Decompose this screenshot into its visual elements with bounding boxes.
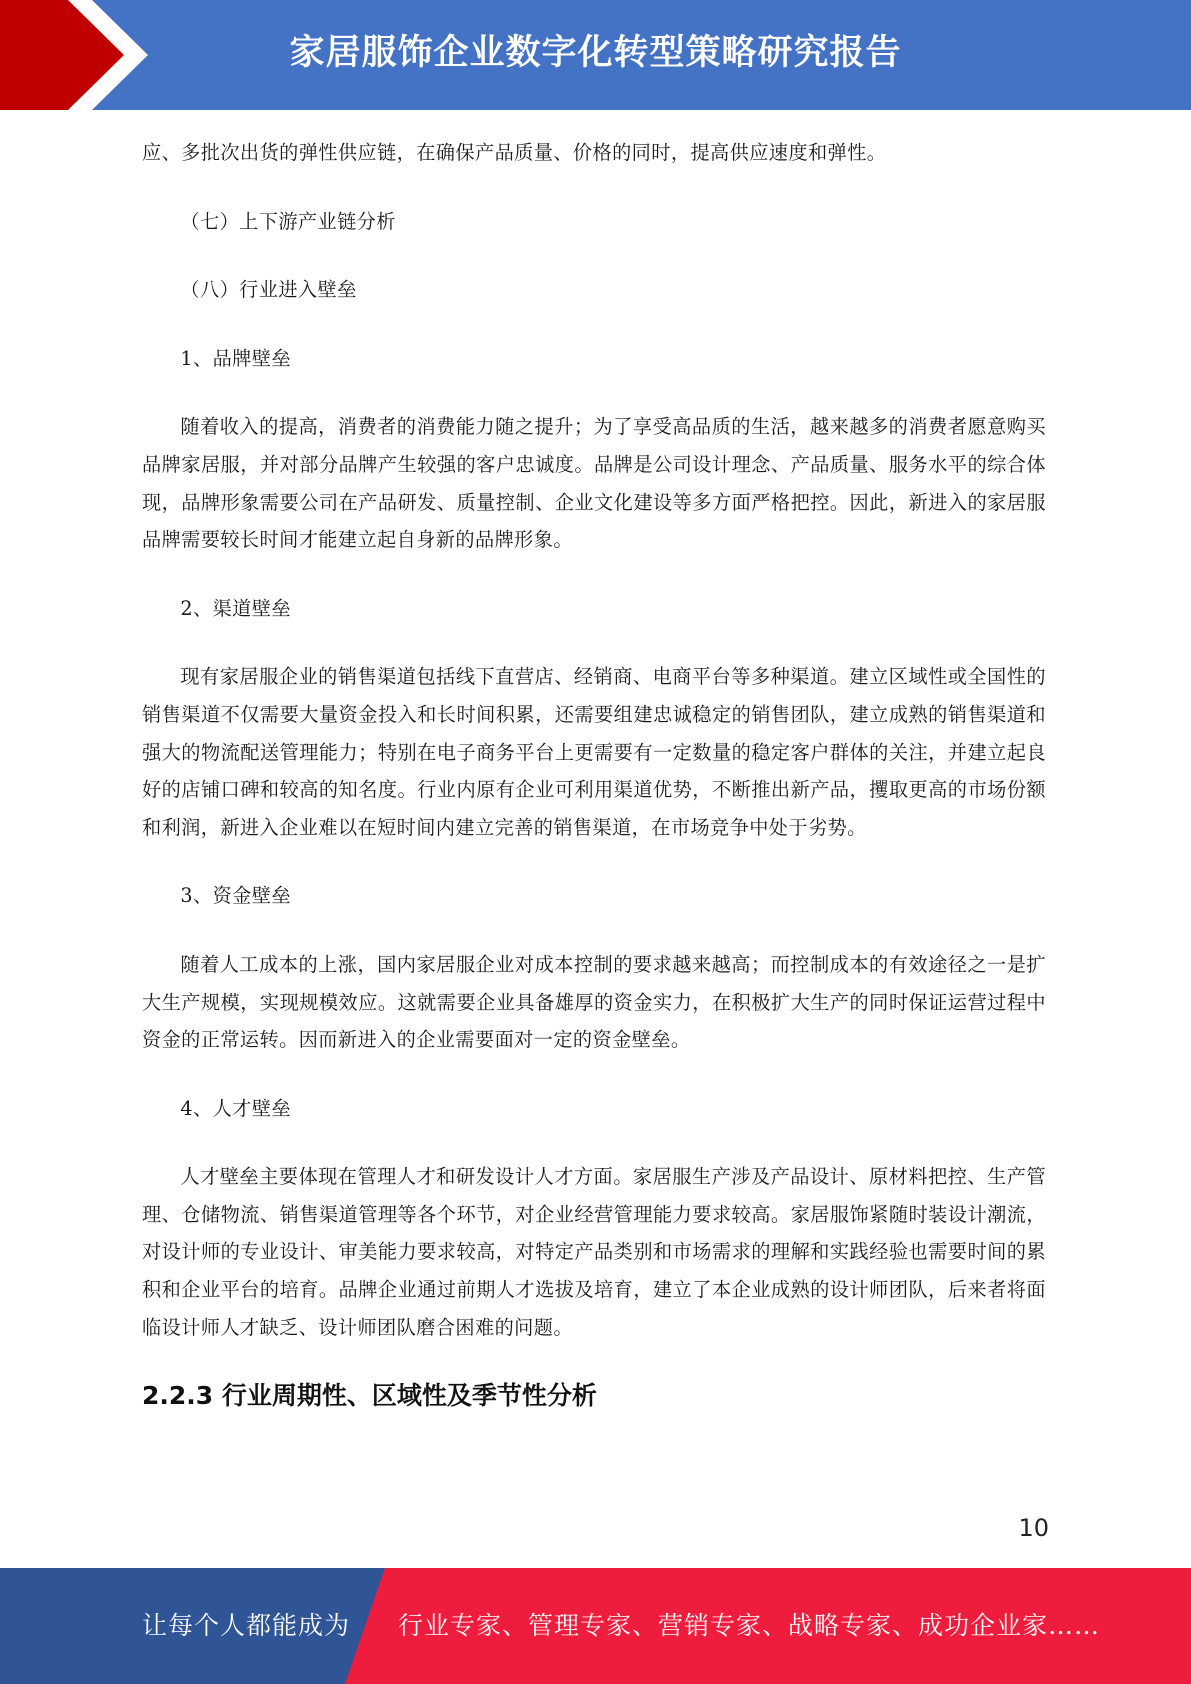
page-content [142, 134, 1046, 1416]
paragraph-brand-barrier: 随着收入的提高，消费者的消费能力随之提升；为了享受高品质的生活，越来越多的消费者愿意购买品牌家居服，并对部分品牌产生较强的客户忠诚度。品牌是公司设计理念、产品质量、服务水平的综合体现，品牌形象需要公司在产品研发、质量控制、企业文化建设等多方面严格把控。因此，新进入的家居服品牌需要较长时间才能建立起自身新的品牌形象。 [142, 415, 1046, 552]
paragraph-channel-barrier: 现有家居服企业的销售渠道包括线下直营店、经销商、电商平台等多种渠道。建立区域性或全国性的销售渠道不仅需要大量资金投入和长时间积累，还需要组建忠诚稳定的销售团队，建立成熟的销售渠道和强大的物流配送管理能力；特别在电子商务平台上更需要有一定数量的稳定客户群体的关注，并建立起良好的店铺口碑和较高的知名度。行业内原有企业可利用渠道优势，不断推出新产品，攫取更高的市场份额和利润，新进入企业难以在短时间内建立完善的销售渠道，在市场竞争中处于劣势。 [142, 665, 1046, 839]
page-number: 10 [1018, 1514, 1049, 1542]
report-title: 家居服饰企业数字化转型策略研究报告 [289, 33, 902, 73]
footer-slogan-left: 让每个人都能成为 [142, 1611, 351, 1640]
subheading-capital-barrier: 3、资金壁垒 [180, 884, 291, 908]
section-heading: 2.2.3 行业周期性、区域性及季节性分析 [142, 1381, 597, 1411]
header-chevron-decoration [0, 0, 160, 110]
page-footer [0, 1568, 1191, 1684]
subheading-brand-barrier: 1、品牌壁垒 [180, 346, 291, 370]
footer-slogan-right: 行业专家、管理专家、营销专家、战略专家、成功企业家…… [398, 1611, 1101, 1640]
subheading-entry-barriers: （八）行业进入壁垒 [180, 278, 357, 302]
paragraph-continuation: 应、多批次出货的弹性供应链，在确保产品质量、价格的同时，提高供应速度和弹性。 [142, 141, 887, 164]
paragraph-capital-barrier: 随着人工成本的上涨，国内家居服企业对成本控制的要求越来越高；而控制成本的有效途径之一是扩大生产规模，实现规模效应。这就需要企业具备雄厚的资金实力，在积极扩大生产的同时保证运营过程中资金的正常运转。因而新进入的企业需要面对一定的资金壁垒。 [142, 952, 1046, 1052]
subheading-channel-barrier: 2、渠道壁垒 [180, 596, 291, 620]
subheading-talent-barrier: 4、人才壁垒 [180, 1096, 291, 1120]
subheading-supply-chain: （七）上下游产业链分析 [180, 209, 396, 233]
paragraph-talent-barrier: 人才壁垒主要体现在管理人才和研发设计人才方面。家居服生产涉及产品设计、原材料把控、生产管理、仓储物流、销售渠道管理等各个环节，对企业经营管理能力要求较高。家居服饰紧随时装设计潮流，对设计师的专业设计、审美能力要求较高，对特定产品类别和市场需求的理解和实践经验也需要时间的累积和企业平台的培育。品牌企业通过前期人才选拔及培育，建立了本企业成熟的设计师团队，后来者将面临设计师人才缺乏、设计师团队磨合困难的问题。 [142, 1165, 1046, 1339]
page-header [0, 0, 1191, 110]
